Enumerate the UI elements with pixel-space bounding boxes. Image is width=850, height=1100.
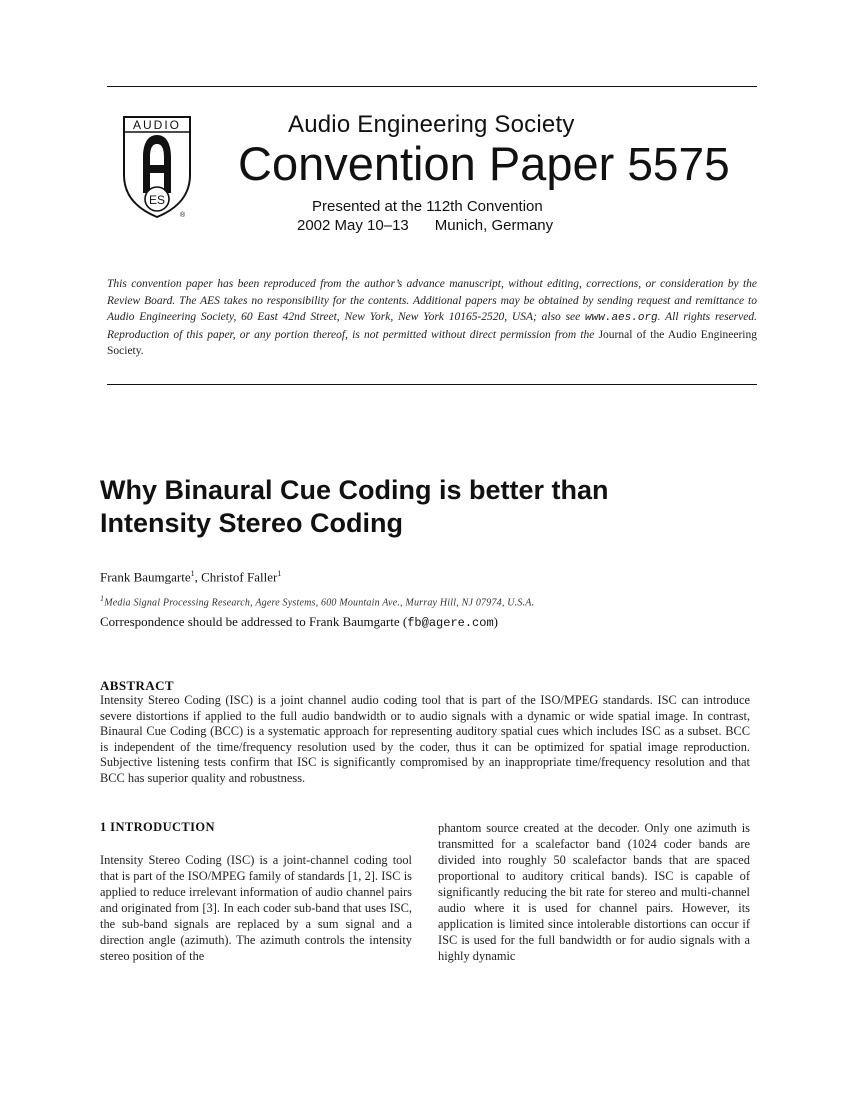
introduction-heading: 1 INTRODUCTION <box>100 820 215 834</box>
affiliation-text: Media Signal Processing Research, Agere Systems, 600 Mountain Ave., Murray Hill, NJ 07974, U.S.A. <box>104 597 535 609</box>
logo-registered-mark: ® <box>180 212 186 219</box>
paper-title <box>100 474 800 540</box>
top-rule <box>107 86 757 87</box>
paper-number: 5575 <box>627 138 730 190</box>
author-1: Frank Baumgarte <box>100 569 191 585</box>
convention-date: 2002 May 10–13 <box>297 217 409 234</box>
convention-label: Convention Paper <box>238 137 615 190</box>
email-link[interactable]: fb@agere.com <box>407 616 494 630</box>
logo-es-text: ES <box>148 193 166 207</box>
date-location-line <box>297 217 553 234</box>
introduction-column-1: Intensity Stereo Coding (ISC) is a joint-channel coding tool that is part of the ISO/MPEG family of standards [1, 2]. ISC is applied to reduce irrelevant information of audio channel pairs and originated from [3]. In each coder sub-band that uses ISC, the sub-band signals are replaced by a sum signal and a direction angle (azimuth). The azimuth controls the intensity stereo position of the <box>100 853 412 963</box>
disclaimer-text-3: . <box>140 345 144 357</box>
disclaimer <box>107 276 757 360</box>
abstract-heading: ABSTRACT <box>100 678 174 693</box>
bottom-rule <box>107 384 757 385</box>
author-2-affiliation-mark: 1 <box>277 569 282 578</box>
journal-name: Journal of the Audio Engineering Society <box>107 328 757 357</box>
abstract-text: Intensity Stereo Coding (ISC) is a joint channel audio coding tool that is part of the ISO/MPEG standards. ISC can introduce severe distortions if applied to the full audio bandwidth or to audio signals with a dynamic or wide spatial image. In contrast, Binaural Cue Coding (BCC) is a systematic approach for representing auditory spatial cues which includes ISC as a subset. BCC is independent of the time/frequency resolution used by the coder, thus it can be optimized for spatial image reproduction. Subjective listening tests confirm that ISC is significantly compromised by an inappropriate time/frequency resolution and that BCC has superior quality and robustness. <box>100 693 750 785</box>
introduction-column-2: phantom source created at the decoder. Only one azimuth is transmitted for a scalefactor band (1024 coder bands are divided into roughly 50 scalefactor bands that are spaced proportional to auditory critical bands). ISC is capable of significantly reducing the bit rate for stereo and multi-channel audio where it is used for channel pairs. However, its application is limited since intolerable distortions can occur if ISC is used for the full bandwidth or for audio signals with a highly dynamic <box>438 821 750 963</box>
convention-paper-heading <box>238 137 730 190</box>
affiliation <box>100 594 534 608</box>
aes-url-link[interactable]: www.aes.org <box>585 312 658 324</box>
disclaimer-text-2: . All rights reserved. Reproduction of this paper, or any portion thereof, is not permitted without direct permission from the <box>107 311 757 341</box>
author-1-affiliation-mark: 1 <box>190 569 195 578</box>
authors <box>100 569 281 585</box>
correspondence <box>100 614 498 630</box>
presented-line: Presented at the 112th Convention <box>312 198 543 215</box>
aes-logo <box>120 113 204 223</box>
affiliation-mark: 1 <box>100 594 105 603</box>
correspondence-prefix: Correspondence should be addressed to Frank Baumgarte ( <box>100 614 408 629</box>
author-2: Christof Faller <box>201 569 278 585</box>
correspondence-suffix: ) <box>493 614 498 629</box>
paper-title-line-2: Intensity Stereo Coding <box>100 508 404 538</box>
paper-title-line-1: Why Binaural Cue Coding is better than <box>100 475 609 505</box>
author-separator: , <box>194 569 202 585</box>
disclaimer-text-1: This convention paper has been reproduced from the author’s advance manuscript, without editing, corrections, or consideration by the Review Board. The AES takes no responsibility for the contents. Additional papers may be obtained by sending request and remittance to Audio Engineering Society, 60 East 42nd Street, New York, New York 10165-2520, USA; also see <box>107 278 757 323</box>
convention-location: Munich, Germany <box>434 217 554 234</box>
logo-audio-text: AUDIO <box>132 118 182 132</box>
society-name: Audio Engineering Society <box>288 111 575 138</box>
